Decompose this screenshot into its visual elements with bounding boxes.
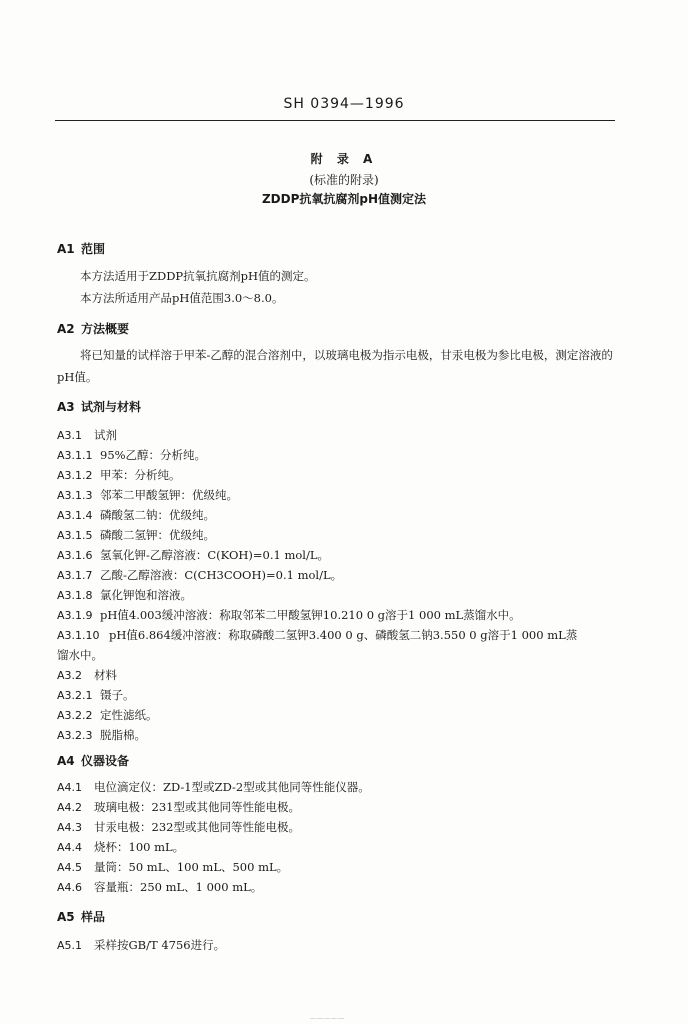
- annex-title: 附 录 A: [310, 152, 378, 166]
- paragraph: 本方法所适用产品pH值范围3.0～8.0。: [80, 291, 284, 305]
- list-item: A3.1 试剂: [57, 428, 117, 442]
- list-item: A5.1 采样按GB/T 4756进行。: [57, 938, 226, 952]
- list-item: A4.2 玻璃电极：231型或其他同等性能电极。: [57, 800, 300, 814]
- section-number: A3: [57, 400, 75, 414]
- paragraph: 将已知量的试样溶于甲苯-乙醇的混合溶剂中，以玻璃电极为指示电极，甘汞电极为参比电极，测定溶液的pH值。: [57, 348, 613, 384]
- list-item: A4.3 甘汞电极：232型或其他同等性能电极。: [57, 820, 300, 834]
- list-item: A4.5 量筒：50 mL、100 mL、500 mL。: [57, 860, 289, 874]
- list-item: A3.1.9 pH值4.003缓冲溶液：称取邻苯二甲酸氢钾10.210 0 g溶于1 000 mL蒸馏水中。: [57, 608, 521, 622]
- list-item: A3.2 材料: [57, 668, 117, 682]
- list-item: A3.1.7 乙酸-乙醇溶液：C(CH3COOH)=0.1 mol/L。: [57, 568, 343, 582]
- header-rule: [55, 120, 615, 121]
- section-heading-a4: [57, 752, 129, 769]
- section-number: A4: [57, 754, 75, 768]
- list-item-continuation: 馏水中。: [57, 648, 103, 662]
- list-item: A3.2.3 脱脂棉。: [57, 728, 146, 742]
- list-item: A3.1.5 磷酸二氢钾：优级纯。: [57, 528, 215, 542]
- list-item: A3.2.1 镊子。: [57, 688, 135, 702]
- section-title: 仪器设备: [81, 754, 130, 768]
- section-title: 范围: [81, 242, 106, 256]
- list-item: A4.6 容量瓶：250 mL、1 000 mL。: [57, 880, 263, 894]
- list-item: A4.4 烧杯：100 mL。: [57, 840, 185, 854]
- list-item: A3.1.8 氯化钾饱和溶液。: [57, 588, 192, 602]
- list-item: A4.1 电位滴定仪：ZD-1型或ZD-2型或其他同等性能仪器。: [57, 780, 370, 794]
- section-title: 方法概要: [81, 322, 130, 336]
- section-heading-a3: [57, 398, 141, 415]
- section-number: A5: [57, 910, 75, 924]
- standard-code: SH 0394—1996: [283, 96, 405, 112]
- list-item: A3.1.3 邻苯二甲酸氢钾：优级纯。: [57, 488, 238, 502]
- list-item: A3.1.10 pH值6.864缓冲溶液：称取磷酸二氢钾3.400 0 g、磷酸氢二钠3.550 0 g溶于1 000 mL蒸: [57, 628, 578, 642]
- paragraph: 本方法适用于ZDDP抗氧抗腐剂pH值的测定。: [80, 269, 316, 283]
- list-item: A3.2.2 定性滤纸。: [57, 708, 158, 722]
- section-heading-a5: [57, 908, 105, 925]
- section-heading-a1: [57, 240, 105, 257]
- list-item: A3.1.1 95%乙醇：分析纯。: [57, 448, 207, 462]
- list-item: A3.1.4 磷酸氢二钠：优级纯。: [57, 508, 215, 522]
- section-title: 样品: [81, 910, 106, 924]
- list-item: A3.1.2 甲苯：分析纯。: [57, 468, 181, 482]
- annex-subtitle: (标准的附录): [309, 173, 379, 187]
- section-number: A2: [57, 322, 75, 336]
- list-item: A3.1.6 氢氧化钾-乙醇溶液：C(KOH)=0.1 mol/L。: [57, 548, 329, 562]
- section-number: A1: [57, 242, 75, 256]
- annex-name: ZDDP抗氧抗腐剂pH值测定法: [261, 192, 427, 206]
- page-footer-mark: ……………: [310, 1014, 345, 1021]
- section-title: 试剂与材料: [81, 400, 142, 414]
- section-heading-a2: [57, 320, 129, 337]
